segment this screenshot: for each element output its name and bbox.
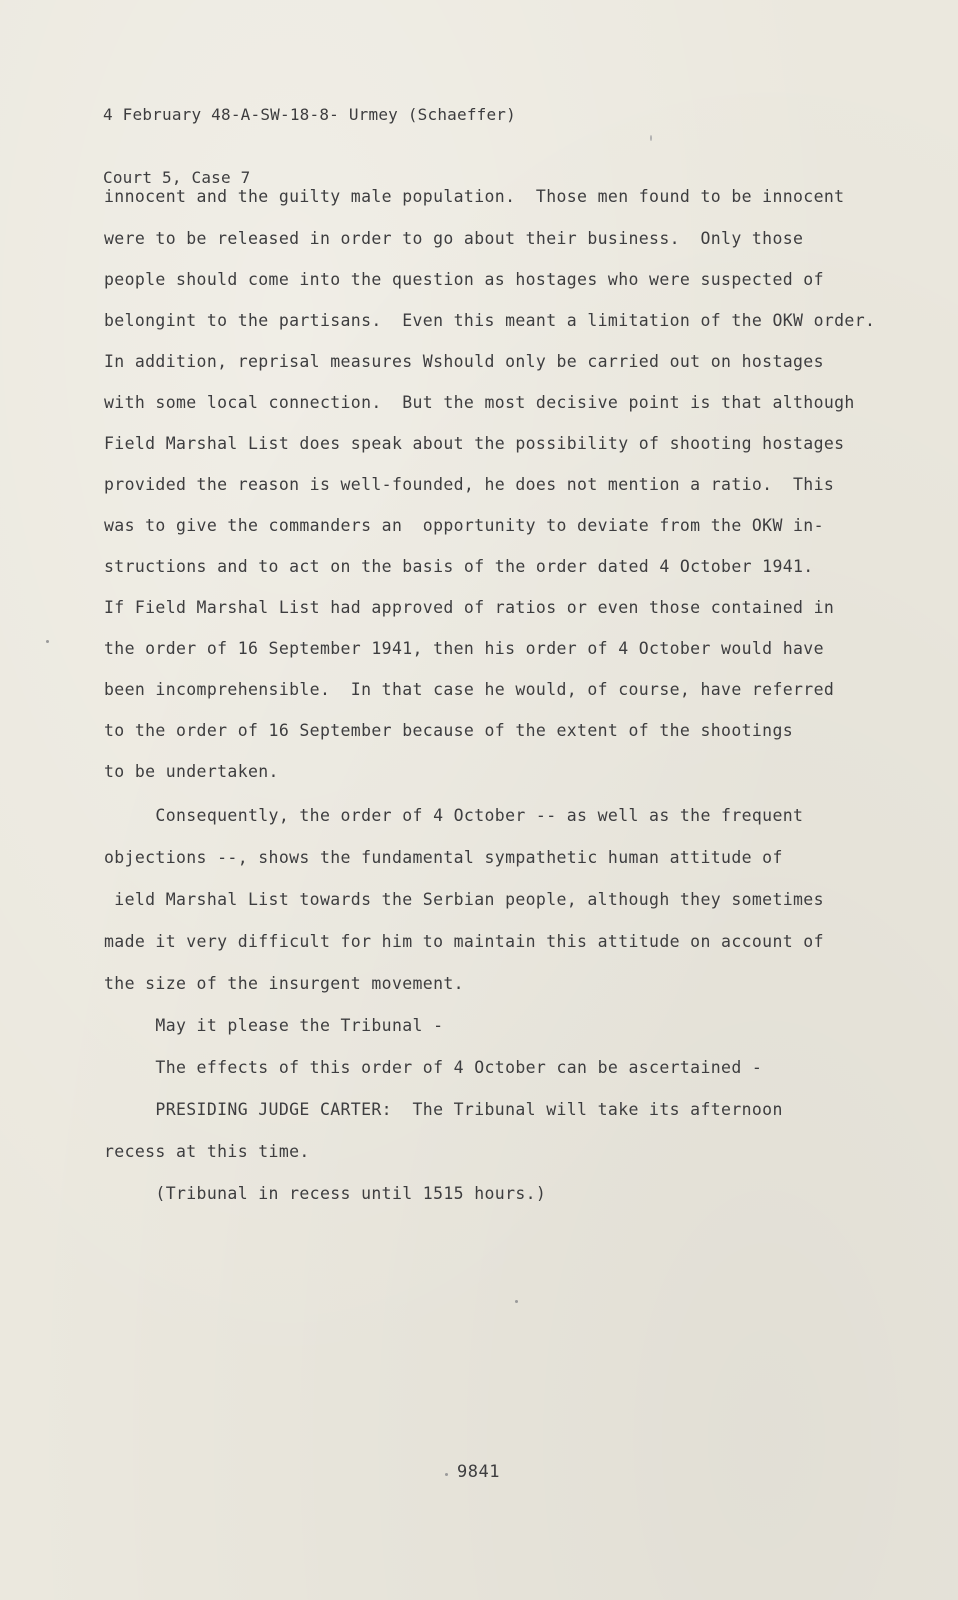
body-line: belongint to the partisans. Even this meant a limitation of the OKW order. — [104, 311, 876, 330]
body-line: (Tribunal in recess until 1515 hours.) — [104, 1184, 547, 1203]
body-line: made it very difficult for him to maintain this attitude on account of — [104, 932, 824, 951]
body-line: Field Marshal List does speak about the possibility of shooting hostages — [104, 434, 845, 453]
body-line: were to be released in order to go about their business. Only those — [104, 229, 804, 248]
body-line: If Field Marshal List had approved of ratios or even those contained in — [104, 598, 835, 617]
paper-speck — [46, 640, 49, 643]
header-date-line: 4 February 48-A-SW-18-8- Urmey (Schaeffer) — [103, 105, 516, 124]
paper-speck — [650, 135, 652, 141]
body-line: was to give the commanders an opportunity to deviate from the OKW in- — [104, 516, 824, 535]
body-line: PRESIDING JUDGE CARTER: The Tribunal will take its afternoon — [104, 1100, 783, 1119]
body-line: recess at this time. — [104, 1142, 310, 1161]
body-line: In addition, reprisal measures Wshould only be carried out on hostages — [104, 352, 824, 371]
body-line: people should come into the question as hostages who were suspected of — [104, 270, 824, 289]
body-line: structions and to act on the basis of the order dated 4 October 1941. — [104, 557, 814, 576]
body-line: the order of 16 September 1941, then his order of 4 October would have — [104, 639, 824, 658]
paper-speck — [515, 1300, 518, 1303]
page-number: 9841 — [457, 1462, 500, 1482]
body-line: the size of the insurgent movement. — [104, 974, 464, 993]
body-line: provided the reason is well-founded, he does not mention a ratio. This — [104, 475, 835, 494]
body-line: with some local connection. But the most decisive point is that although — [104, 393, 855, 412]
body-line: The effects of this order of 4 October can be ascertained - — [104, 1058, 763, 1077]
body-line: to be undertaken. — [104, 762, 279, 781]
body-line: to the order of 16 September because of the extent of the shootings — [104, 721, 794, 740]
paper-speck — [445, 1473, 448, 1476]
header-court-line: Court 5, Case 7 — [103, 168, 251, 187]
body-line: innocent and the guilty male population. Those men found to be innocent — [104, 187, 845, 206]
body-line: Consequently, the order of 4 October -- as well as the frequent — [104, 806, 804, 825]
body-line: May it please the Tribunal - — [104, 1016, 444, 1035]
body-line: objections --, shows the fundamental sympathetic human attitude of — [104, 848, 783, 867]
body-line: been incomprehensible. In that case he would, of course, have referred — [104, 680, 835, 699]
body-line: ield Marshal List towards the Serbian people, although they sometimes — [104, 890, 824, 909]
